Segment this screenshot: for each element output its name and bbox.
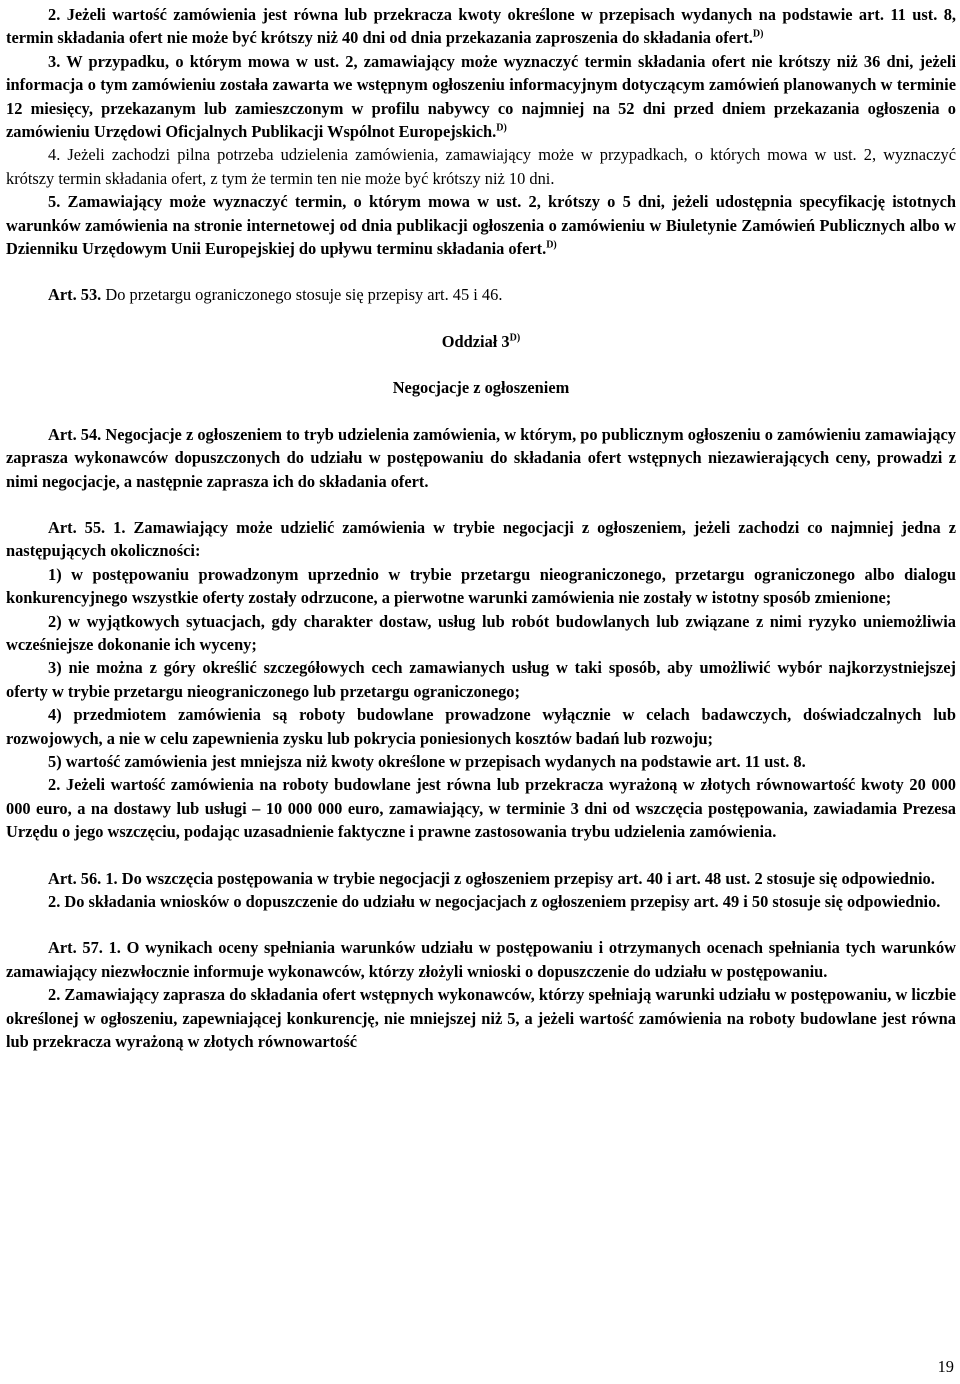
paragraph-art56-p2: 2. Do składania wniosków o dopuszczenie do udziału w negocjacjach z ogłoszeniem przepisy art. 49 i 50 stosuje się odpowiednio. [48,892,941,911]
spacer [6,493,956,516]
spacer [6,400,956,423]
article-label: Art. 57. 1. [48,938,121,958]
spacer [6,260,956,283]
paragraph-art52-p2: 2. Jeżeli wartość zamówienia jest równa lub przekracza kwoty określone w przepisach wydanych na podstawie art. 11 ust. 8, termin składania ofert nie może być krótszy niż 40 dni od dnia przekazania zaproszenia do składania ofert.$^{D)}$ [6,5,956,48]
list-item-art55-1: 1) w postępowaniu prowadzonym uprzednio w trybie przetargu nieograniczonego, przetargu ograniczonego albo dialogu konkurencyjnego wszystkie oferty zostały odrzucone, a pierwotne warunki zamówienia nie zostały w istotny sposób zmienione; [6,564,956,608]
footnote-marker: D) [752,28,764,40]
paragraph-art55-p2: 2. Jeżeli wartość zamówienia na roboty budowlane jest równa lub przekracza wyrażoną w złotych równowartość kwoty 20 000 000 euro, a na dostawy lub usługi – 10 000 000 euro, zamawiający, w terminie 3 dni od wszczęcia postępowania, zawiadamia Prezesa Urzędu o jego wszczęciu, podając uzasadnienie faktyczne i prawne zastosowania trybu udzielenia zamówienia. [6,775,956,842]
footnote-marker: D) [546,239,557,251]
paragraph-art53: Art. 53. Do przetargu ograniczonego stosuje się przepisy art. 45 i 46. [48,285,503,305]
list-item-art55-4: 4) przedmiotem zamówienia są roboty budowlane prowadzone wyłącznie w celach badawczych, doświadczalnych lub rozwojowych, a nie w celu zapewnienia zysku lub pokrycia poniesionych kosztów badań lub rozwoju; [6,705,956,748]
article-label: Art. 55. 1. [48,517,126,537]
spacer [6,307,956,330]
footnote-marker: D) [496,122,507,134]
list-item-art55-2: 2) w wyjątkowych sytuacjach, gdy charakter dostaw, usług lub robót budowlanych lub związane z nimi ryzyko uniemożliwia wcześniejsze dokonanie ich wyceny; [6,611,956,654]
paragraph-art54: Art. 54. Negocjacje z ogłoszeniem to tryb udzielenia zamówienia, w którym, po publicznym ogłoszeniu o zamówieniu zamawiający zaprasza wykonawców dopuszczonych do udziału w postępowaniu do składania ofert wstępnych niezawierających ceny, prowadzi z nimi negocjacje, a następnie zaprasza ich do składania ofert. [6,424,956,491]
paragraph-art57: Art. 57. 1. O wynikach oceny spełniania warunków udziału w postępowaniu i otrzymanych ocenach spełniania tych warunków zamawiający niezwłocznie informuje wykonawców, którzy złożyli wnioski o dopuszczenie do udziału w postępowaniu. [6,938,956,981]
footnote-marker: D) [509,332,521,344]
list-item-art55-5: 5) wartość zamówienia jest mniejsza niż kwoty określone w przepisach wydanych na podstawie art. 11 ust. 8. [48,751,806,771]
paragraph-art52-p5: 5. Zamawiający może wyznaczyć termin, o którym mowa w ust. 2, krótszy o 5 dni, jeżeli udostępnia specyfikację istotnych warunków zamówienia na stronie internetowej od dnia publikacji ogłoszenia o zamówieniu w Biuletynie Zamówień Publicznych albo w Dzienniku Urzędowym Unii Europejskiej do upływu terminu składania ofert.$^{D)}$ [6,192,956,259]
paragraph-art52-p3: 3. W przypadku, o którym mowa w ust. 2, zamawiający może wyznaczyć termin składania ofert nie krótszy niż 36 dni, jeżeli informacja o tym zamówieniu została zawarta we wstępnym ogłoszeniu informacyjnym dotyczącym zamówień planowanych w terminie 12 miesięcy, przekazanym lub zamieszczonym w profilu nabywcy co najmniej na 52 dni przed dniem przekazania ogłoszenia o zamówieniu Urzędowi Oficjalnych Publikacji Wspólnot Europejskich.$^{D)}$ [6,51,956,142]
paragraph-art57-p2: 2. Zamawiający zaprasza do składania ofert wstępnych wykonawców, którzy spełniają warunki udziału w postępowaniu, w liczbie określonej w ogłoszeniu, zapewniającej konkurencję, nie mniejszej niż 5, a jeżeli wartość zamówienia na roboty budowlane jest równa lub przekracza wyrażoną w złotych równowartość [6,985,956,1052]
spacer [6,353,956,376]
spacer [6,913,956,936]
paragraph-art52-p4: 4. Jeżeli zachodzi pilna potrzeba udzielenia zamówienia, zamawiający może w przypadkach, o których mowa w ust. 2, wyznaczyć krótszy termin składania ofert, z tym że termin ten nie może być krótszy niż 10 dni. [6,145,956,188]
section-title: Oddział $3^{D)}$ [441,331,521,351]
spacer [6,844,956,867]
section-subtitle: Negocjacje z ogłoszeniem [392,378,570,398]
document-page [6,3,956,1053]
paragraph-art55: Art. 55. 1. Zamawiający może udzielić zamówienia w trybie negocjacji z ogłoszeniem, jeżeli zachodzi co najmniej jedna z następujących okoliczności: [6,517,956,561]
article-label: Art. 54. [48,424,102,444]
article-label: Art. 56. 1. [48,868,118,888]
article-label: Art. 53. [48,285,102,305]
page-number: 19 [937,1357,954,1376]
paragraph-art56: Art. 56. 1. Do wszczęcia postępowania w trybie negocjacji z ogłoszeniem przepisy art. 40 i art. 48 ust. 2 stosuje się odpowiednio. [48,868,935,888]
list-item-art55-3: 3) nie można z góry określić szczegółowych cech zamawianych usług w taki sposób, aby umożliwić wybór najkorzystniejszej oferty w trybie przetargu nieograniczonego lub przetargu ograniczonego; [6,658,956,701]
